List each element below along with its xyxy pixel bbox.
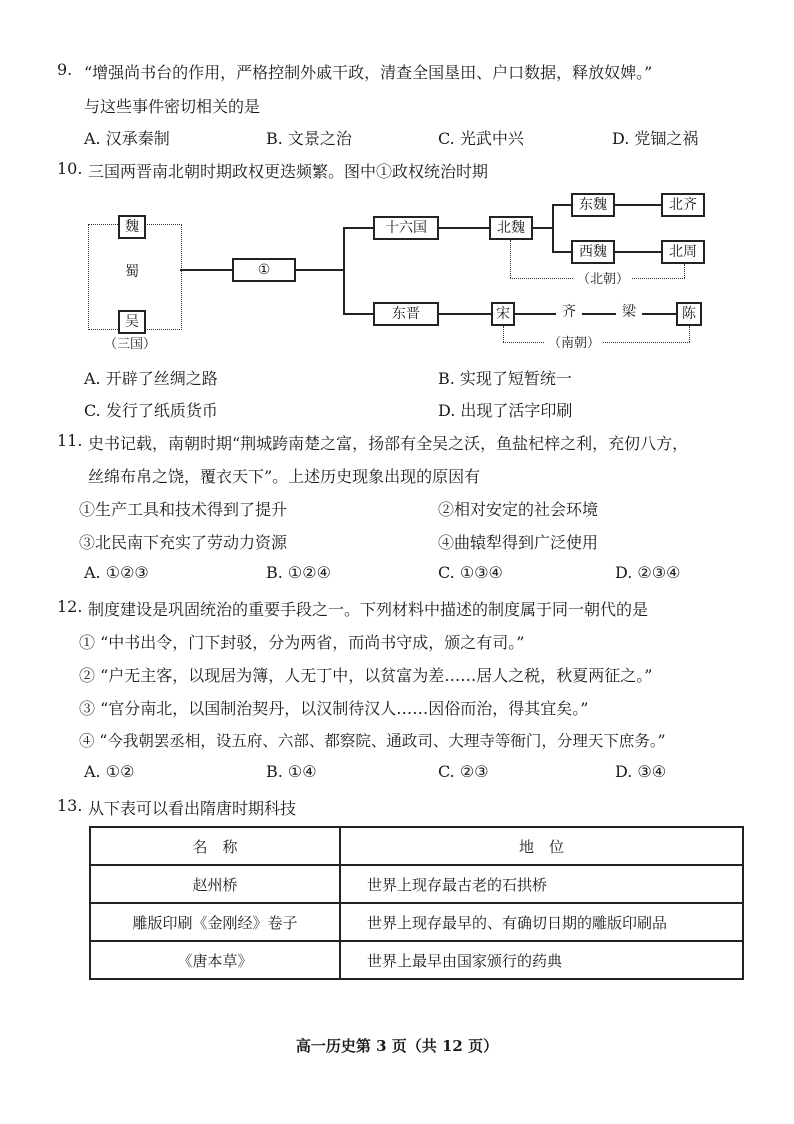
connector-line bbox=[642, 313, 676, 315]
bracket-line bbox=[503, 326, 504, 342]
q12-option-a: A. ①② bbox=[84, 762, 135, 781]
bracket-line bbox=[510, 240, 511, 278]
q11-item-3: ③北民南下充实了劳动力资源 bbox=[79, 533, 288, 552]
table-cell-name: 雕版印刷《金刚经》卷子 bbox=[90, 903, 340, 941]
connector-line bbox=[343, 313, 373, 315]
q9-option-d: D. 党锢之祸 bbox=[612, 129, 699, 148]
connector-line bbox=[343, 227, 373, 229]
q11-item-4: ④曲辕犁得到广泛使用 bbox=[438, 533, 599, 552]
connector-line bbox=[343, 227, 345, 315]
connector-line bbox=[180, 269, 232, 271]
connector-line bbox=[439, 313, 491, 315]
connector-line bbox=[552, 251, 571, 253]
q12-item-1: ① “中书出令，门下封驳，分为两省，而尚书守成，颁之有司。” bbox=[79, 633, 525, 652]
connector-line bbox=[533, 227, 553, 229]
q9-option-c: C. 光武中兴 bbox=[438, 129, 524, 148]
sixteen-kingdoms-box: 十六国 bbox=[373, 216, 439, 240]
table-row bbox=[90, 941, 743, 979]
q9-option-b: B. 文景之治 bbox=[266, 129, 352, 148]
song-box: 宋 bbox=[491, 302, 515, 326]
northern-wei-box: 北魏 bbox=[489, 216, 533, 240]
q9-option-a: A. 汉承秦制 bbox=[84, 129, 170, 148]
tech-table bbox=[89, 826, 744, 980]
kingdom-wu: 吴 bbox=[118, 310, 146, 334]
table-header-name: 名 称 bbox=[90, 827, 340, 865]
q11-option-a: A. ①②③ bbox=[84, 563, 149, 582]
bracket-line bbox=[684, 264, 685, 278]
connector-line bbox=[515, 313, 556, 315]
q11-stem-line2: 丝绵布帛之饶，覆衣天下”。上述历史现象出现的原因有 bbox=[88, 467, 481, 486]
q11-stem-line1: 史书记载，南朝时期“荆城跨南楚之富，扬部有全吴之沃，鱼盐杞梓之利，充仞八方， bbox=[88, 434, 689, 453]
q10-stem: 三国两晋南北朝时期政权更迭频繁。图中①政权统治时期 bbox=[88, 162, 489, 181]
table-cell-name: 赵州桥 bbox=[90, 865, 340, 903]
qi-box: 齐 bbox=[556, 302, 582, 326]
connector-line bbox=[615, 251, 661, 253]
table-row bbox=[90, 865, 743, 903]
q12-option-c: C. ②③ bbox=[438, 762, 489, 781]
q12-item-2: ② “户无主客，以现居为簿，人无丁中，以贫富为差……居人之税，秋夏两征之。” bbox=[79, 666, 653, 685]
q12-number: 12. bbox=[57, 597, 83, 616]
q10-option-b: B. 实现了短暂统一 bbox=[438, 369, 572, 388]
three-kingdoms-label: （三国） bbox=[104, 337, 157, 352]
q10-number: 10. bbox=[57, 159, 83, 178]
connector-line bbox=[552, 204, 554, 252]
southern-dynasties-label: （南朝） bbox=[545, 332, 603, 351]
bracket-line bbox=[689, 326, 690, 342]
q13-number: 13. bbox=[57, 796, 83, 815]
q12-stem: 制度建设是巩固统治的重要手段之一。下列材料中描述的制度属于同一朝代的是 bbox=[88, 600, 649, 619]
q11-number: 11. bbox=[57, 431, 83, 450]
q11-item-2: ②相对安定的社会环境 bbox=[438, 500, 599, 519]
q9-stem-line2: 与这些事件密切相关的是 bbox=[84, 97, 261, 116]
eastern-wei-box: 东魏 bbox=[571, 193, 615, 217]
connector-line bbox=[582, 313, 616, 315]
liang-box: 梁 bbox=[616, 302, 642, 326]
connector-line bbox=[615, 204, 661, 206]
table-row bbox=[90, 903, 743, 941]
northern-dynasties-label: （北朝） bbox=[574, 268, 632, 287]
chen-box: 陈 bbox=[676, 302, 702, 326]
western-wei-box: 西魏 bbox=[571, 240, 615, 264]
q10-option-c: C. 发行了纸质货币 bbox=[84, 401, 218, 420]
kingdom-wei: 魏 bbox=[118, 215, 146, 239]
table-header-status: 地 位 bbox=[340, 827, 743, 865]
q13-stem: 从下表可以看出隋唐时期科技 bbox=[88, 799, 297, 818]
q12-item-4: ④ “今我朝罢丞相，设五府、六部、都察院、通政司、大理寺等衙门，分理天下庶务。” bbox=[79, 732, 666, 750]
q12-option-d: D. ③④ bbox=[615, 762, 667, 781]
q12-option-b: B. ①④ bbox=[266, 762, 317, 781]
table-cell-status: 世界上现存最早的、有确切日期的雕版印刷品 bbox=[340, 903, 743, 941]
regime-1-box: ① bbox=[232, 258, 296, 282]
q11-option-b: B. ①②④ bbox=[266, 563, 331, 582]
connector-line bbox=[552, 204, 571, 206]
table-cell-status: 世界上现存最古老的石拱桥 bbox=[340, 865, 743, 903]
page-footer: 高一历史第 3 页（共 12 页） bbox=[295, 1037, 499, 1055]
q9-number: 9. bbox=[57, 60, 73, 79]
q10-option-d: D. 出现了活字印刷 bbox=[438, 401, 573, 420]
northern-zhou-box: 北周 bbox=[661, 240, 705, 264]
q11-option-c: C. ①③④ bbox=[438, 563, 503, 582]
connector-line bbox=[296, 269, 344, 271]
northern-qi-box: 北齐 bbox=[661, 193, 705, 217]
table-cell-name: 《唐本草》 bbox=[90, 941, 340, 979]
q11-option-d: D. ②③④ bbox=[615, 563, 681, 582]
eastern-jin-box: 东晋 bbox=[373, 302, 439, 326]
q12-item-3: ③ “官分南北，以国制治契丹，以汉制待汉人……因俗而治，得其宜矣。” bbox=[79, 699, 589, 718]
table-header-row bbox=[90, 827, 743, 865]
q9-stem-line1: “增强尚书台的作用，严格控制外戚干政，清查全国垦田、户口数据，释放奴婢。” bbox=[84, 63, 653, 82]
connector-line bbox=[439, 227, 489, 229]
q11-item-1: ①生产工具和技术得到了提升 bbox=[79, 500, 288, 519]
q10-option-a: A. 开辟了丝绸之路 bbox=[84, 369, 218, 388]
kingdom-shu: 蜀 bbox=[118, 262, 146, 286]
table-cell-status: 世界上最早由国家颁行的药典 bbox=[340, 941, 743, 979]
